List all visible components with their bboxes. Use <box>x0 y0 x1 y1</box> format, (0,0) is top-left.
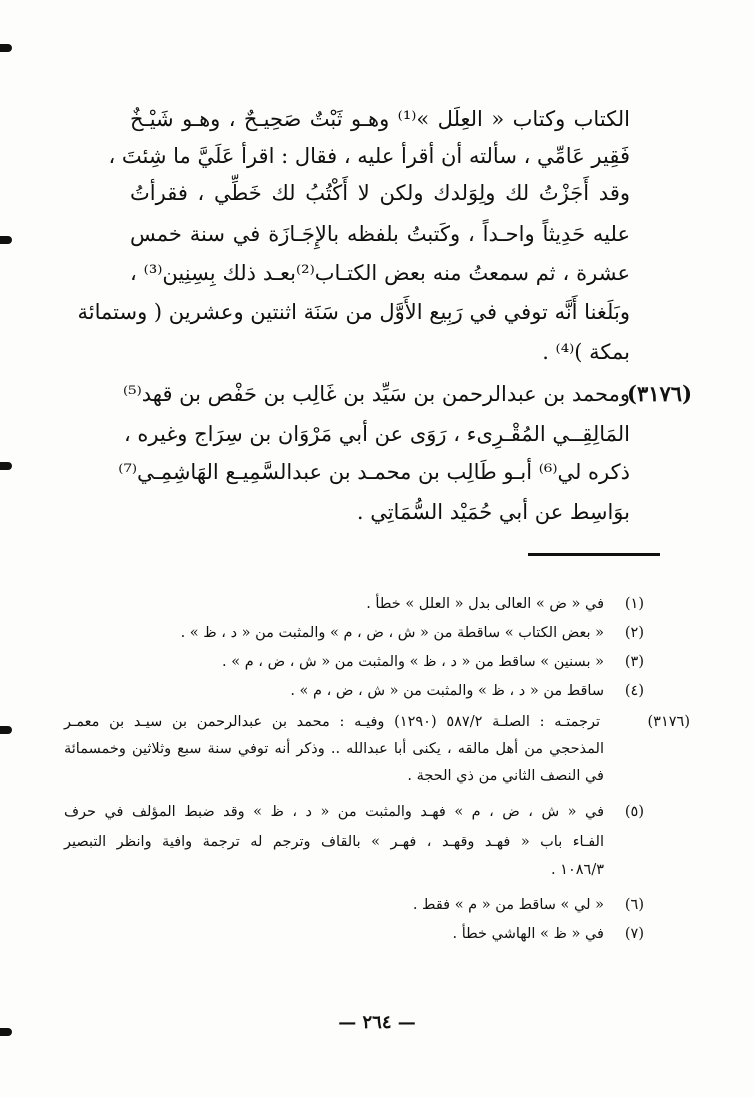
main-text-line: فَقِير عَامِّي ، سألته أن أقرأ عليه ، فقال : اقرأ عَلَيَّ ما شِئتَ ، <box>108 144 630 168</box>
footnote-text: « بعض الكتاب » ساقطة من « ش ، ض ، م » والمثبت من « د ، ظ » . <box>180 625 604 641</box>
main-text-line: وبَلَغنا أَنَّه توفي في رَبِيع الأَوَّل من سَنَة اثنتين وعشرين ( وستمائة <box>77 300 630 324</box>
footnote-number: (٣١٧٦) <box>647 714 690 730</box>
footnote-text: في النصف الثاني من ذي الحجة . <box>407 768 604 784</box>
main-text-line: عليه حَدِيثاً واحـداً ، وكَتبتُ بلفظه بالإِجَـازَة في سنة خمس <box>130 222 630 246</box>
footnote-number: (٢) <box>624 625 644 641</box>
scan-edge-mark <box>0 44 12 52</box>
entry-line: بوَاسِط عن أبي حُمَيْد السُّمَاتِي . <box>356 500 630 524</box>
entry-number: (٣١٧٦) <box>627 381 692 406</box>
footnote-number: (٥) <box>624 804 644 820</box>
footnote-text: ترجمتـه : الصلـة ٥٨٧/٢ (١٢٩٠) وفيـه : محمد بن عبدالرحمن بن سيـد بن معمـر <box>64 714 600 730</box>
page-number: — ٢٦٤ — <box>338 1012 416 1033</box>
footnote-number: (٧) <box>624 926 644 942</box>
footnote-text: « بسنين » ساقط من « د ، ظ » والمثبت من « ش ، ض ، م » . <box>222 654 604 670</box>
entry-line: المَالِقِــي المُقْـرِىء ، رَوَى عن أبي مَرْوَان بن سِرَاج وغيره ، <box>123 422 630 446</box>
main-text-line: وقد أَجَزْتُ لك ولِوَلدك ولكن لا أَكْتُبُ لك خَطِّي ، فقرأتُ <box>130 181 630 205</box>
footnote-text: المذحجي من أهل مالقه ، يكنى أبا عبدالله .. وذكر أنه توفي سنة سبع وثلاثين وخمسمائة <box>64 741 604 757</box>
footnote-separator <box>528 553 660 556</box>
footnote-text: في « ظ » الهاشي خطأ . <box>452 926 604 942</box>
footnote-number: (٤) <box>624 683 644 699</box>
footnote-number: (٣) <box>624 654 644 670</box>
footnote-number: (٦) <box>624 897 644 913</box>
scan-edge-mark <box>0 236 12 244</box>
footnote-text: « لي » ساقط من « م » فقط . <box>412 897 604 913</box>
main-text-line: الكتاب وكتاب « العِلَل »⁽¹⁾ وهـو ثَبْتٌ صَحِيـحٌ ، وهـو شَيْـخٌ <box>130 107 630 131</box>
main-text-line: بمكة )⁽⁴⁾ . <box>542 340 630 364</box>
main-text-line: عشرة ، ثم سمعتُ منه بعض الكتـاب⁽²⁾بعـد ذلك بِسِنِين⁽³⁾ ، <box>130 261 630 285</box>
footnote-text: في « ض » العالى بدل « العلل » خطأ . <box>366 596 604 612</box>
entry-line: ذكره لي⁽⁶⁾ أبـو طَالِب بن محمـد بن عبدالسَّمِيـع الهَاشِمِـي⁽⁷⁾ <box>118 460 630 484</box>
footnote-text: في « ش ، ض ، م » فهـد والمثبت من « د ، ظ » وقد ضبط المؤلف في حرف <box>64 804 604 820</box>
footnote-number: (١) <box>624 596 644 612</box>
footnote-text: ١٠٨٦/٣ . <box>550 862 604 878</box>
footnote-text: الفـاء باب « فهـد وقهـد ، فهـر » بالقاف وترجم له ترجمة وافية وانظر التبصير <box>64 834 604 850</box>
scan-edge-mark <box>0 462 12 470</box>
scan-edge-mark <box>0 726 12 734</box>
footnote-text: ساقط من « د ، ظ » والمثبت من « ش ، ض ، م » . <box>290 683 604 699</box>
entry-line: ومحمد بن عبدالرحمن بن سَيِّد بن غَالِب بن حَفْص بن قهد⁽⁵⁾ <box>122 382 630 406</box>
